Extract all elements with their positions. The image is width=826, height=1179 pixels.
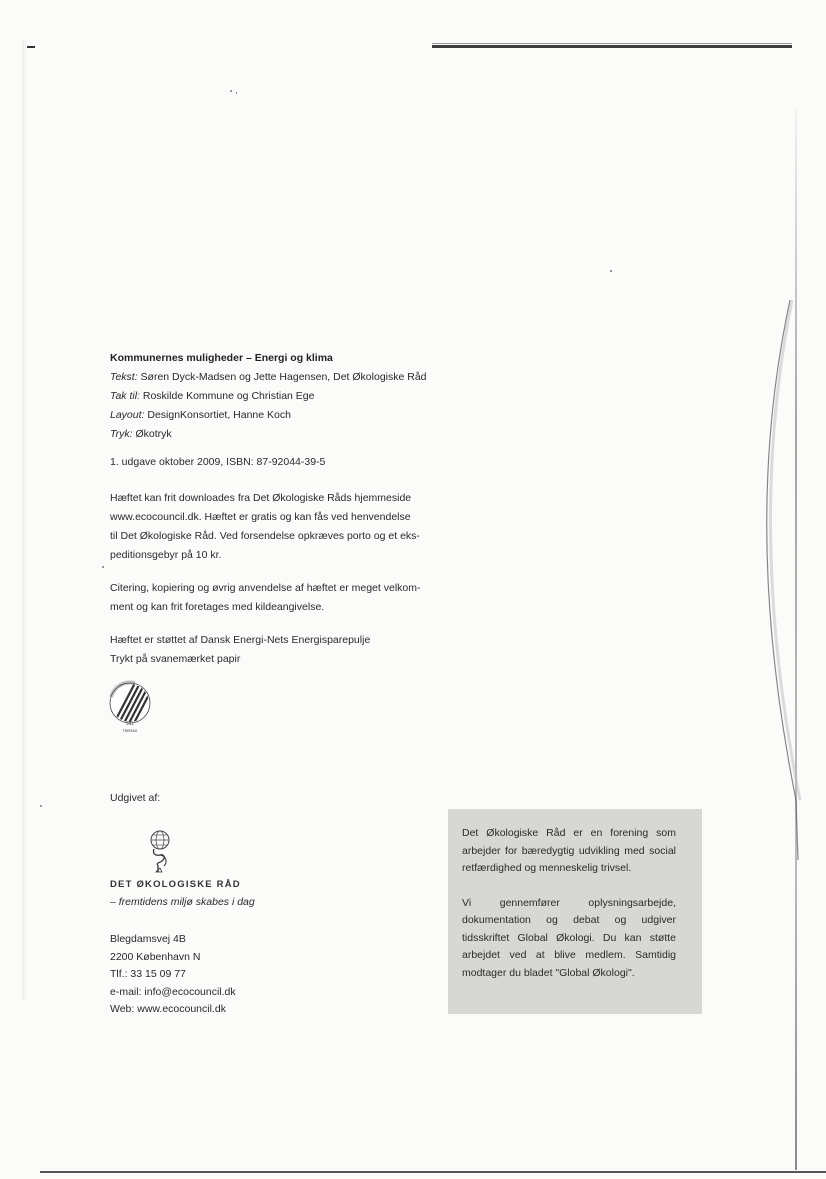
credit-layout-label: Layout: [110,409,145,421]
swan-subtext: TRYKSAG [122,729,138,733]
scan-speck [102,566,104,568]
scan-speck [230,90,232,92]
credit-print-value: Økotryk [132,428,172,440]
credit-text [110,368,450,387]
download-line: peditionsgebyr på 10 kr. [110,549,222,561]
download-line: www.ecocouncil.dk. Hæftet er gratis og kan fås ved henvendelse [110,511,411,523]
citation-line: ment og kan frit foretages med kildeangivelse. [110,601,325,613]
organization-name: DET ØKOLOGISKE RÅD [110,879,241,890]
citation-paragraph [110,579,450,617]
website-line: Web: www.ecocouncil.dk [110,1003,226,1015]
credit-thanks-value: Roskilde Kommune og Christian Ege [139,390,315,402]
contact-address [110,931,236,1019]
colophon [110,349,450,444]
credit-layout-value: DesignKonsortiet, Hanne Koch [144,409,291,421]
nordic-swan-ecolabel-icon [101,677,159,735]
scan-speck [610,270,612,272]
credit-text-value: Søren Dyck-Madsen og Jette Hagensen, Det Økologiske Råd [137,371,427,383]
about-info-box [448,809,702,1014]
publication-title: Kommunernes muligheder – Energi og klima [110,352,333,364]
credit-print-label: Tryk: [110,428,133,440]
download-paragraph [110,489,450,565]
support-paragraph [110,631,450,669]
credit-thanks [110,387,450,406]
address-line: Blegdamsvej 4B [110,933,186,945]
edition-isbn: 1. udgave oktober 2009, ISBN: 87-92044-39-5 [110,456,326,468]
bottom-page-edge [40,1171,826,1173]
scan-speck [40,805,42,807]
membership-paragraph: Vi gennemfører oplysningsarbejde, dokumentation og debat og udgiver tidsskriftet Global Økologi. Du kan støtte arbejdet ved at blive medlem. Samtidig modtager du bladet "Global Økologi". [462,896,676,979]
published-by-label: Udgivet af: [110,792,161,804]
swan-number: 541 [126,721,134,726]
scan-speck [236,92,237,94]
support-line: Trykt på svanemærket papir [110,653,241,665]
email-line: e-mail: info@ecocouncil.dk [110,985,236,998]
address-line: 2200 København N [110,950,201,963]
crop-mark [27,46,35,48]
download-line: til Det Økologiske Råd. Ved forsendelse opkræves porto og et eks- [110,530,420,542]
credit-layout [110,406,450,425]
support-line: Hæftet er støttet af Dansk Energi-Nets Energisparepulje [110,634,371,646]
top-rule-shadow [432,43,792,44]
globe-figure-icon [146,828,182,886]
page-curl-shadow [750,300,810,860]
credit-print [110,425,450,444]
about-paragraph: Det Økologiske Råd er en forening som arbejder for bæredygtig udvikling med social retfærdighed og menneskelig trivsel. [462,827,676,874]
citation-line: Citering, kopiering og øvrig anvendelse af hæftet er meget velkom- [110,582,421,594]
phone-line: Tlf.: 33 15 09 77 [110,968,186,980]
organization-tagline: – fremtidens miljø skabes i dag [110,896,255,908]
top-rule [432,45,792,48]
scan-shadow-left [22,40,28,1000]
credit-thanks-label: Tak til: [110,390,140,402]
credit-text-label: Tekst: [110,371,138,383]
download-line: Hæftet kan frit downloades fra Det Økologiske Råds hjemmeside [110,492,412,504]
